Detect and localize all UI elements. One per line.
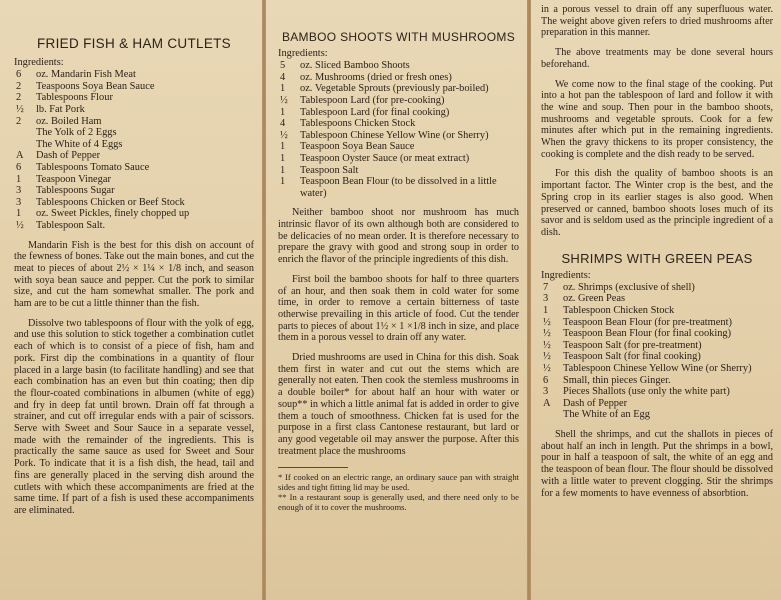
paragraph: in a porous vessel to drain off any superfluous water. The weight above given refers to dried mushrooms after preparation in this manner. xyxy=(541,4,773,39)
ingredient-item: 3 Tablespoons Chicken or Beef Stock xyxy=(16,196,185,208)
footnote: * If cooked on an electric range, an ordinary sauce pan with straight sides and tight fitting lid may be used. xyxy=(278,472,519,493)
ingredient-item: ½ Teaspoon Salt (for pre-treatment) xyxy=(543,339,702,351)
ingredient-item: ½ Tablespoon Salt. xyxy=(16,219,106,231)
paragraph: Neither bamboo shoot nor mushroom has much intrinsic flavor of its own although both are considered to be delicacies of no mean order. It is therefore necessary to prepare the gravy with good and strong soup in order to enrich the flavor of the principle ingredients of this dish. xyxy=(278,207,519,266)
ingredient-item: 1 Teaspoon Salt xyxy=(280,164,359,176)
ingredient-item: 3 Tablespoons Sugar xyxy=(16,185,115,197)
paragraph: Dissolve two tablespoons of flour with the yolk of egg, and use this solution to stick together a combination cutlet each of which is to consist of a piece of fish, ham and pork. First dip the combinations in a quantity of flour placed in a large basin (to facilitate handling) and see that each combination has an even but thin coating; then dip the flour-coated combinations in albumen (white of egg) and fry in deep fat until brown. Drain off fat through a strainer, and cut off irregular ends with a pair of scissors. Serve with Sweet and Sour Sauce in a separate vessel, made with the remainder of the ingredients. This is practically the same sauce as used for Sweet and Sour Pork. To indicate that it is a fish dish, the head, tail and fins are generally placed in the serving dish around the cutlets with which these accompaniments are fried at the same time. If part of a fish is used these accompaniments are eliminated. xyxy=(14,317,254,516)
ingredient-item: 1 Teaspoon Vinegar xyxy=(16,173,111,185)
paragraph: First boil the bamboo shoots for half to three quarters of an hour, and then soak them in cold water for some time, in order to remove a certain bitterness of taste otherwise prevailing in this article of food. Cut the tender parts to pieces of about 1½ × 1 ×1/8 inch in size, and place them in a porous vessel to drain off any water. xyxy=(278,273,519,344)
page-middle xyxy=(266,0,527,600)
recipe-title-fish-ham: FRIED FISH & HAM CUTLETS xyxy=(37,36,231,51)
ingredient-item: 2 Teaspoons Soya Bean Sauce xyxy=(16,80,155,92)
ingredient-item: The White of an Egg xyxy=(563,409,650,421)
footnote-divider xyxy=(278,467,348,468)
paragraph: We come now to the final stage of the cooking. Put into a hot pan the tablespoon of lard and follow it with the wine and soup. Then pour in the bamboo shoots, mushrooms and vegetable sprouts. Cook for a few minutes after which put in the remaining ingredients. When the gravy thickens to its proper consistency, the cooking is complete and the dish ready to be served. xyxy=(541,78,773,160)
ingredient-item: 1 Teaspoon Oyster Sauce (or meat extract) xyxy=(280,152,470,164)
ingredient-item: ½ Teaspoon Salt (for final cooking) xyxy=(543,351,701,363)
page-left xyxy=(0,0,262,600)
footnote: ** In a restaurant soup is generally used, and there need only to be enough of it to cover the mushrooms. xyxy=(278,492,519,513)
page-right xyxy=(531,0,781,600)
ingredient-item: ½ Teaspoon Bean Flour (for final cooking) xyxy=(543,328,732,340)
ingredients-label: Ingredients: xyxy=(14,57,64,68)
ingredient-item: ½ Tablespoon Lard (for pre-cooking) xyxy=(280,94,445,106)
ingredient-item: 1 Tablespoon Lard (for final cooking) xyxy=(280,106,450,118)
ingredient-item: 1 oz. Sweet Pickles, finely chopped up xyxy=(16,208,190,220)
paragraph: Mandarin Fish is the best for this dish on account of the fewness of bones. Take out the main bones, and cut the meat to pieces of about 2½ × 1¼ × 1/8 inch, and season with soya bean sauce and pepper. Cut the pork to similar size, and cut the ham somewhat smaller. The pork and ham are to be cut a little thinner than the fish. xyxy=(14,239,254,310)
ingredient-item: 6 Small, thin pieces Ginger. xyxy=(543,374,671,386)
ingredient-item: The Yolk of 2 Eggs xyxy=(36,127,117,139)
ingredients-label: Ingredients: xyxy=(278,48,328,59)
ingredient-item: 1 Teaspoon Bean Flour (to be dissolved in a little water) xyxy=(280,176,497,199)
ingredient-item: ½ Tablespoon Chinese Yellow Wine (or Sherry) xyxy=(280,129,489,141)
paragraph: Shell the shrimps, and cut the shallots in pieces of about half an inch in length. Put the shrimps in a bowl, pour in half a teaspoon of salt, the white of an egg and the teaspoon of bean flour. The flour should be dissolved with a little water to prevent clogging. Stir the shrimps for a few moments to have evenness of absorbtion. xyxy=(541,428,773,499)
ingredient-item: 3 oz. Green Peas xyxy=(543,293,626,305)
ingredients-label: Ingredients: xyxy=(541,269,591,281)
ingredient-list-shrimps xyxy=(541,282,773,421)
paragraph: The above treatments may be done several hours beforehand. xyxy=(541,47,773,70)
ingredient-item: The White of 4 Eggs xyxy=(36,138,123,150)
ingredient-item: 4 Tablespoons Chicken Stock xyxy=(280,118,416,130)
recipe-title-bamboo-mushrooms: BAMBOO SHOOTS WITH MUSHROOMS xyxy=(281,30,516,44)
ingredient-item: 1 Teaspoon Soya Bean Sauce xyxy=(280,141,415,153)
ingredient-item: 2 Tablespoons Flour xyxy=(16,92,113,104)
ingredient-item: 1 oz. Vegetable Sprouts (previously par-boiled) xyxy=(280,83,489,95)
ingredient-item: 2 oz. Boiled Ham xyxy=(16,115,102,127)
ingredient-item: 1 Tablespoon Chicken Stock xyxy=(543,305,675,317)
ingredient-item: ½ Tablespoon Chinese Yellow Wine (or Sherry) xyxy=(543,363,752,375)
ingredient-list-bamboo xyxy=(278,60,519,199)
ingredient-item: 6 oz. Mandarin Fish Meat xyxy=(16,69,136,81)
ingredient-item: 5 oz. Sliced Bamboo Shoots xyxy=(280,60,410,72)
ingredient-item: ½ lb. Fat Pork xyxy=(16,103,85,115)
ingredient-list-fish-ham xyxy=(14,69,254,231)
ingredient-item: 4 oz. Mushrooms (dried or fresh ones) xyxy=(280,71,452,83)
paragraph: Dried mushrooms are used in China for this dish. Soak them first in water and cut out the stems which are generally not eaten. Then cook the stemless mushrooms in a double boiler* for about half an hour with water or soup** in which a little animal fat is added in order to give them a touch of smoothness. Chicken fat is used for the purpose in a first class Cantonese restaurant, but lard or any good vegetable oil may answer the purpose. After this treatment place the mushrooms xyxy=(278,352,519,457)
ingredient-item: 3 Pieces Shallots (use only the white part) xyxy=(543,386,730,398)
ingredient-item: 6 Tablespoons Tomato Sauce xyxy=(16,161,150,173)
ingredient-item: A Dash of Pepper xyxy=(16,150,101,162)
recipe-title-shrimps-peas: SHRIMPS WITH GREEN PEAS xyxy=(561,250,753,266)
ingredient-item: 7 oz. Shrimps (exclusive of shell) xyxy=(543,281,695,293)
ingredient-item: A Dash of Pepper xyxy=(543,397,628,409)
ingredient-item: ½ Teaspoon Bean Flour (for pre-treatment) xyxy=(543,316,732,328)
paragraph: For this dish the quality of bamboo shoots is an important factor. The Winter crop is the best, and the Spring crop in its earlier stages is also good. When preserved or canned, bamboo shoots loses much of its savor and is seldom used as the principle ingredient of a dish. xyxy=(541,168,773,238)
